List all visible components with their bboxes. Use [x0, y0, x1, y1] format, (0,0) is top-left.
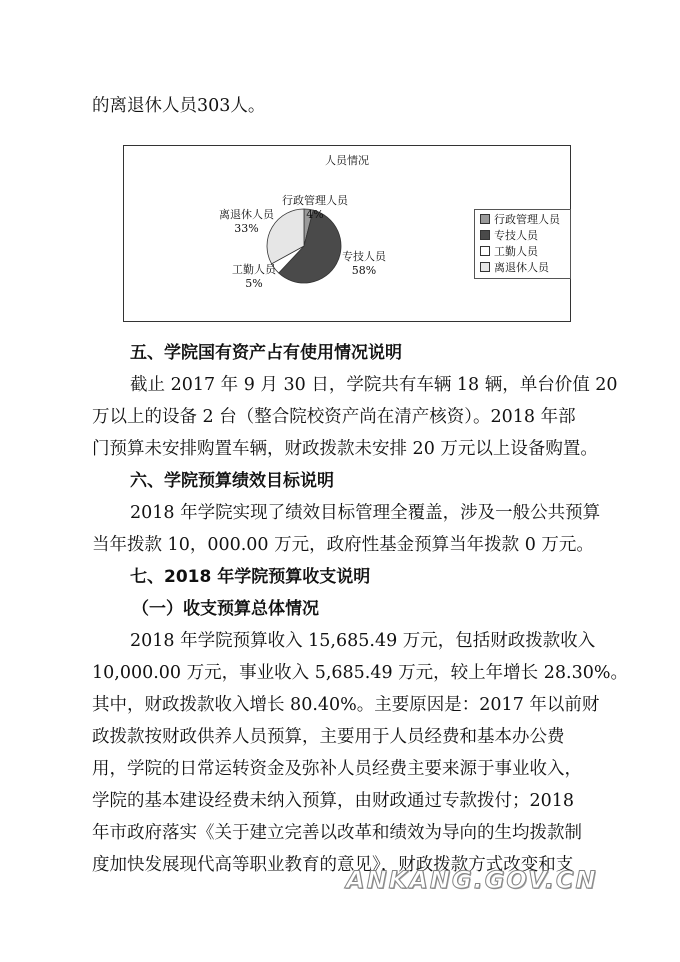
paragraph-line: 当年拨款 10，000.00 万元，政府性基金预算当年拨款 0 万元。: [92, 535, 594, 555]
pie-label-tech-value: 58%: [351, 264, 377, 277]
paragraph-line: 年市政府落实《关于建立完善以改革和绩效为导向的生均拨款制: [92, 823, 582, 843]
paragraph-line: 度加快发展现代高等职业教育的意见》，财政拨款方式改变和支: [92, 855, 574, 875]
legend-label: 工勤人员: [494, 245, 538, 258]
pie-label-tech: [342, 250, 386, 278]
legend-item-tech: [480, 229, 538, 243]
pie-label-admin-value: 4%: [306, 208, 324, 221]
section-heading-6: 六、学院预算绩效目标说明: [130, 471, 334, 491]
chart-legend: [474, 209, 571, 279]
pie-label-worker-value: 5%: [245, 277, 263, 290]
pie-label-retired-value: 33%: [234, 222, 259, 235]
legend-swatch: [480, 262, 490, 272]
paragraph-line: 2018 年学院预算收入 15,685.49 万元，包括财政拨款收入: [130, 631, 596, 651]
legend-item-admin: [480, 213, 560, 227]
pie-label-worker-name: 工勤人员: [232, 263, 276, 276]
paragraph-line: 其中，财政拨款收入增长 80.40%。主要原因是：2017 年以前财: [92, 695, 600, 715]
legend-swatch: [480, 230, 490, 240]
pie-label-worker: [232, 263, 276, 291]
pie-label-retired: [219, 208, 274, 236]
paragraph-line: 2018 年学院实现了绩效目标管理全覆盖，涉及一般公共预算: [130, 503, 601, 523]
legend-item-worker: [480, 245, 538, 259]
paragraph-line: 的离退休人员303人。: [92, 96, 266, 116]
chart-title: 人员情况: [325, 154, 369, 167]
paragraph-line: 万以上的设备 2 台（整合院校资产尚在清产核资）。2018 年部: [92, 407, 576, 427]
legend-item-retired: [480, 261, 549, 275]
legend-label: 专技人员: [494, 229, 538, 242]
paragraph-line: 政拨款按财政供养人员预算，主要用于人员经费和基本办公费: [92, 727, 565, 747]
paragraph-line: 学院的基本建设经费未纳入预算，由财政通过专款拨付；2018: [92, 791, 575, 811]
pie-label-admin: [282, 194, 348, 222]
paragraph-line: 门预算未安排购置车辆，财政拨款未安排 20 万元以上设备购置。: [92, 439, 598, 459]
legend-label: 离退休人员: [494, 261, 549, 274]
pie-chart: [123, 145, 571, 322]
section-heading-5: 五、学院国有资产占有使用情况说明: [130, 343, 402, 363]
subsection-heading: （一）收支预算总体情况: [132, 599, 319, 619]
paragraph-line: 用，学院的日常运转资金及弥补人员经费主要来源于事业收入，: [92, 759, 582, 779]
section-heading-7: 七、2018 年学院预算收支说明: [130, 567, 371, 587]
legend-swatch: [480, 246, 490, 256]
pie-label-admin-name: 行政管理人员: [282, 194, 348, 207]
legend-swatch: [480, 214, 490, 224]
legend-label: 行政管理人员: [494, 213, 560, 226]
pie-label-retired-name: 离退休人员: [219, 208, 274, 221]
paragraph-line: 10,000.00 万元，事业收入 5,685.49 万元，较上年增长 28.30%。: [92, 663, 628, 683]
paragraph-line: 截止 2017 年 9 月 30 日，学院共有车辆 18 辆，单台价值 20: [130, 375, 618, 395]
pie-label-tech-name: 专技人员: [342, 250, 386, 263]
watermark: ANKANG.GOV.CN: [346, 866, 598, 894]
